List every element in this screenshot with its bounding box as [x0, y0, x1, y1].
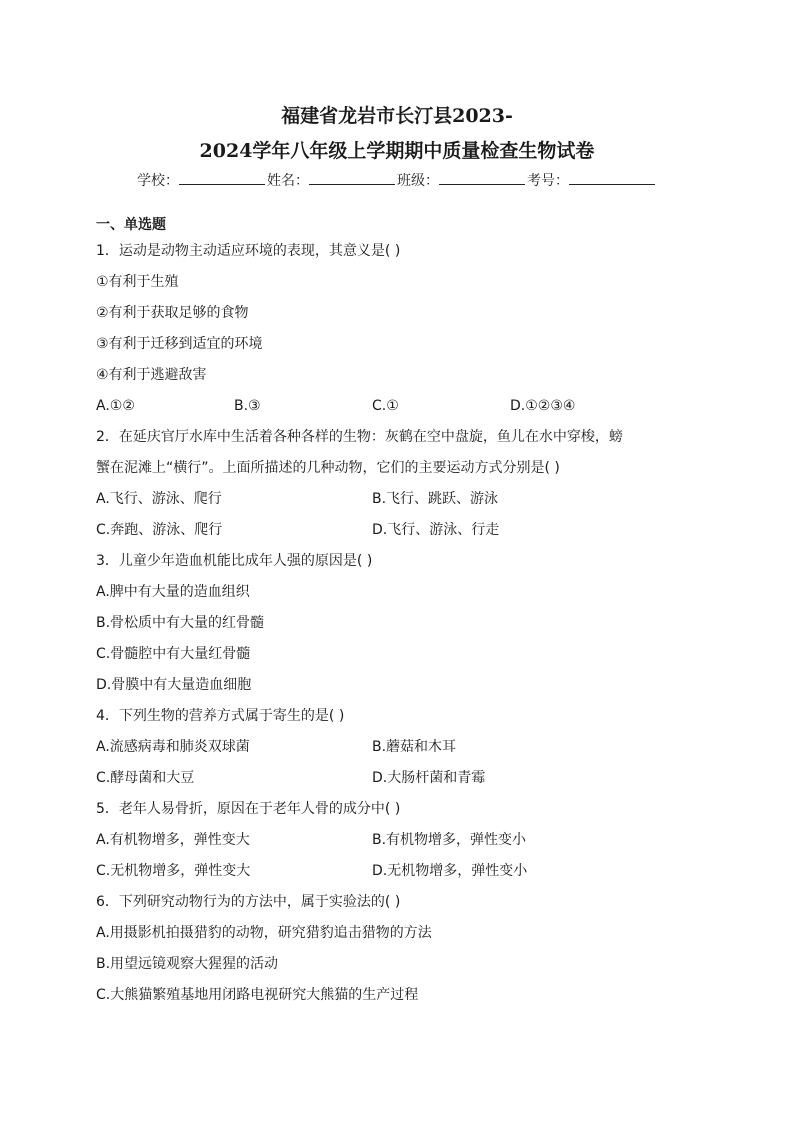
- question-2-options-row2: [96, 515, 716, 546]
- exam-number-blank[interactable]: [569, 170, 655, 185]
- question-4-option-d[interactable]: D.大肠杆菌和青霉: [372, 770, 486, 786]
- question-1-option-c[interactable]: C.①: [372, 398, 399, 414]
- student-info-row: [0, 170, 794, 191]
- question-6-option-b[interactable]: B.用望远镜观察大猩猩的活动: [96, 956, 279, 972]
- question-3-option-b[interactable]: B.骨松质中有大量的红骨髓: [96, 615, 265, 631]
- question-4-option-b[interactable]: B.蘑菇和木耳: [372, 739, 457, 755]
- question-list: [96, 214, 716, 1011]
- question-4-options-row1: [96, 732, 716, 763]
- question-2-stem-line2: 蟹在泥滩上“横行”。上面所描述的几种动物，它们的主要运动方式分别是( ): [96, 460, 560, 476]
- question-3-option-a[interactable]: A.脾中有大量的造血组织: [96, 584, 250, 600]
- question-4-option-a[interactable]: A.流感病毒和肺炎双球菌: [96, 739, 250, 755]
- exam-title-line2: 2024学年八年级上学期期中质量检查生物试卷: [199, 140, 595, 162]
- question-6-option-a[interactable]: A.用摄影机拍摄猎豹的动物，研究猎豹追击猎物的方法: [96, 925, 432, 941]
- question-5-option-b[interactable]: B.有机物增多，弹性变小: [372, 832, 527, 848]
- exam-number-label: 考号：: [527, 173, 569, 189]
- question-3-stem: 3．儿童少年造血机能比成年人强的原因是( ): [96, 553, 373, 569]
- question-1-item-1: ①有利于生殖: [96, 274, 179, 290]
- question-2-option-c[interactable]: C.奔跑、游泳、爬行: [96, 522, 223, 538]
- question-2-option-d[interactable]: D.飞行、游泳、行走: [372, 522, 500, 538]
- question-5-options-row2: [96, 856, 716, 887]
- question-6-option-c[interactable]: C.大熊猫繁殖基地用闭路电视研究大熊猫的生产过程: [96, 987, 419, 1003]
- question-1-option-d[interactable]: D.①②③④: [510, 398, 576, 414]
- question-2-options-row1: [96, 484, 716, 515]
- class-blank[interactable]: [439, 170, 525, 185]
- name-blank[interactable]: [309, 170, 395, 185]
- question-4-option-c[interactable]: C.酵母菌和大豆: [96, 770, 195, 786]
- question-5-option-a[interactable]: A.有机物增多，弹性变大: [96, 832, 250, 848]
- school-label: 学校：: [137, 173, 179, 189]
- question-1-stem: 1．运动是动物主动适应环境的表现，其意义是( ): [96, 243, 401, 259]
- question-1-item-2: ②有利于获取足够的食物: [96, 305, 249, 321]
- question-5-option-c[interactable]: C.无机物增多，弹性变大: [96, 863, 251, 879]
- question-5-options-row1: [96, 825, 716, 856]
- question-1-option-b[interactable]: B.③: [234, 398, 261, 414]
- question-2-stem-line1: 2．在延庆官厅水库中生活着各种各样的生物：灰鹤在空中盘旋，鱼儿在水中穿梭，螃: [96, 429, 623, 445]
- question-2-option-b[interactable]: B.飞行、跳跃、游泳: [372, 491, 499, 507]
- question-3-option-d[interactable]: D.骨膜中有大量造血细胞: [96, 677, 252, 693]
- question-1-item-3: ③有利于迁移到适宜的环境: [96, 336, 263, 352]
- question-3-option-c[interactable]: C.骨髓腔中有大量红骨髓: [96, 646, 251, 662]
- question-5-stem: 5．老年人易骨折，原因在于老年人骨的成分中( ): [96, 801, 401, 817]
- name-label: 姓名：: [267, 173, 309, 189]
- question-4-options-row2: [96, 763, 716, 794]
- question-1-options: [96, 391, 716, 422]
- school-blank[interactable]: [179, 170, 265, 185]
- question-2-option-a[interactable]: A.飞行、游泳、爬行: [96, 491, 222, 507]
- class-label: 班级：: [397, 173, 439, 189]
- question-1-option-a[interactable]: A.①②: [96, 398, 135, 414]
- exam-title-line1: 福建省龙岩市长汀县2023-: [281, 105, 513, 127]
- question-1-item-4: ④有利于逃避敌害: [96, 367, 207, 383]
- question-6-stem: 6．下列研究动物行为的方法中，属于实验法的( ): [96, 894, 401, 910]
- section-title: 一、单选题: [96, 217, 166, 233]
- question-5-option-d[interactable]: D.无机物增多，弹性变小: [372, 863, 528, 879]
- question-4-stem: 4．下列生物的营养方式属于寄生的是( ): [96, 708, 345, 724]
